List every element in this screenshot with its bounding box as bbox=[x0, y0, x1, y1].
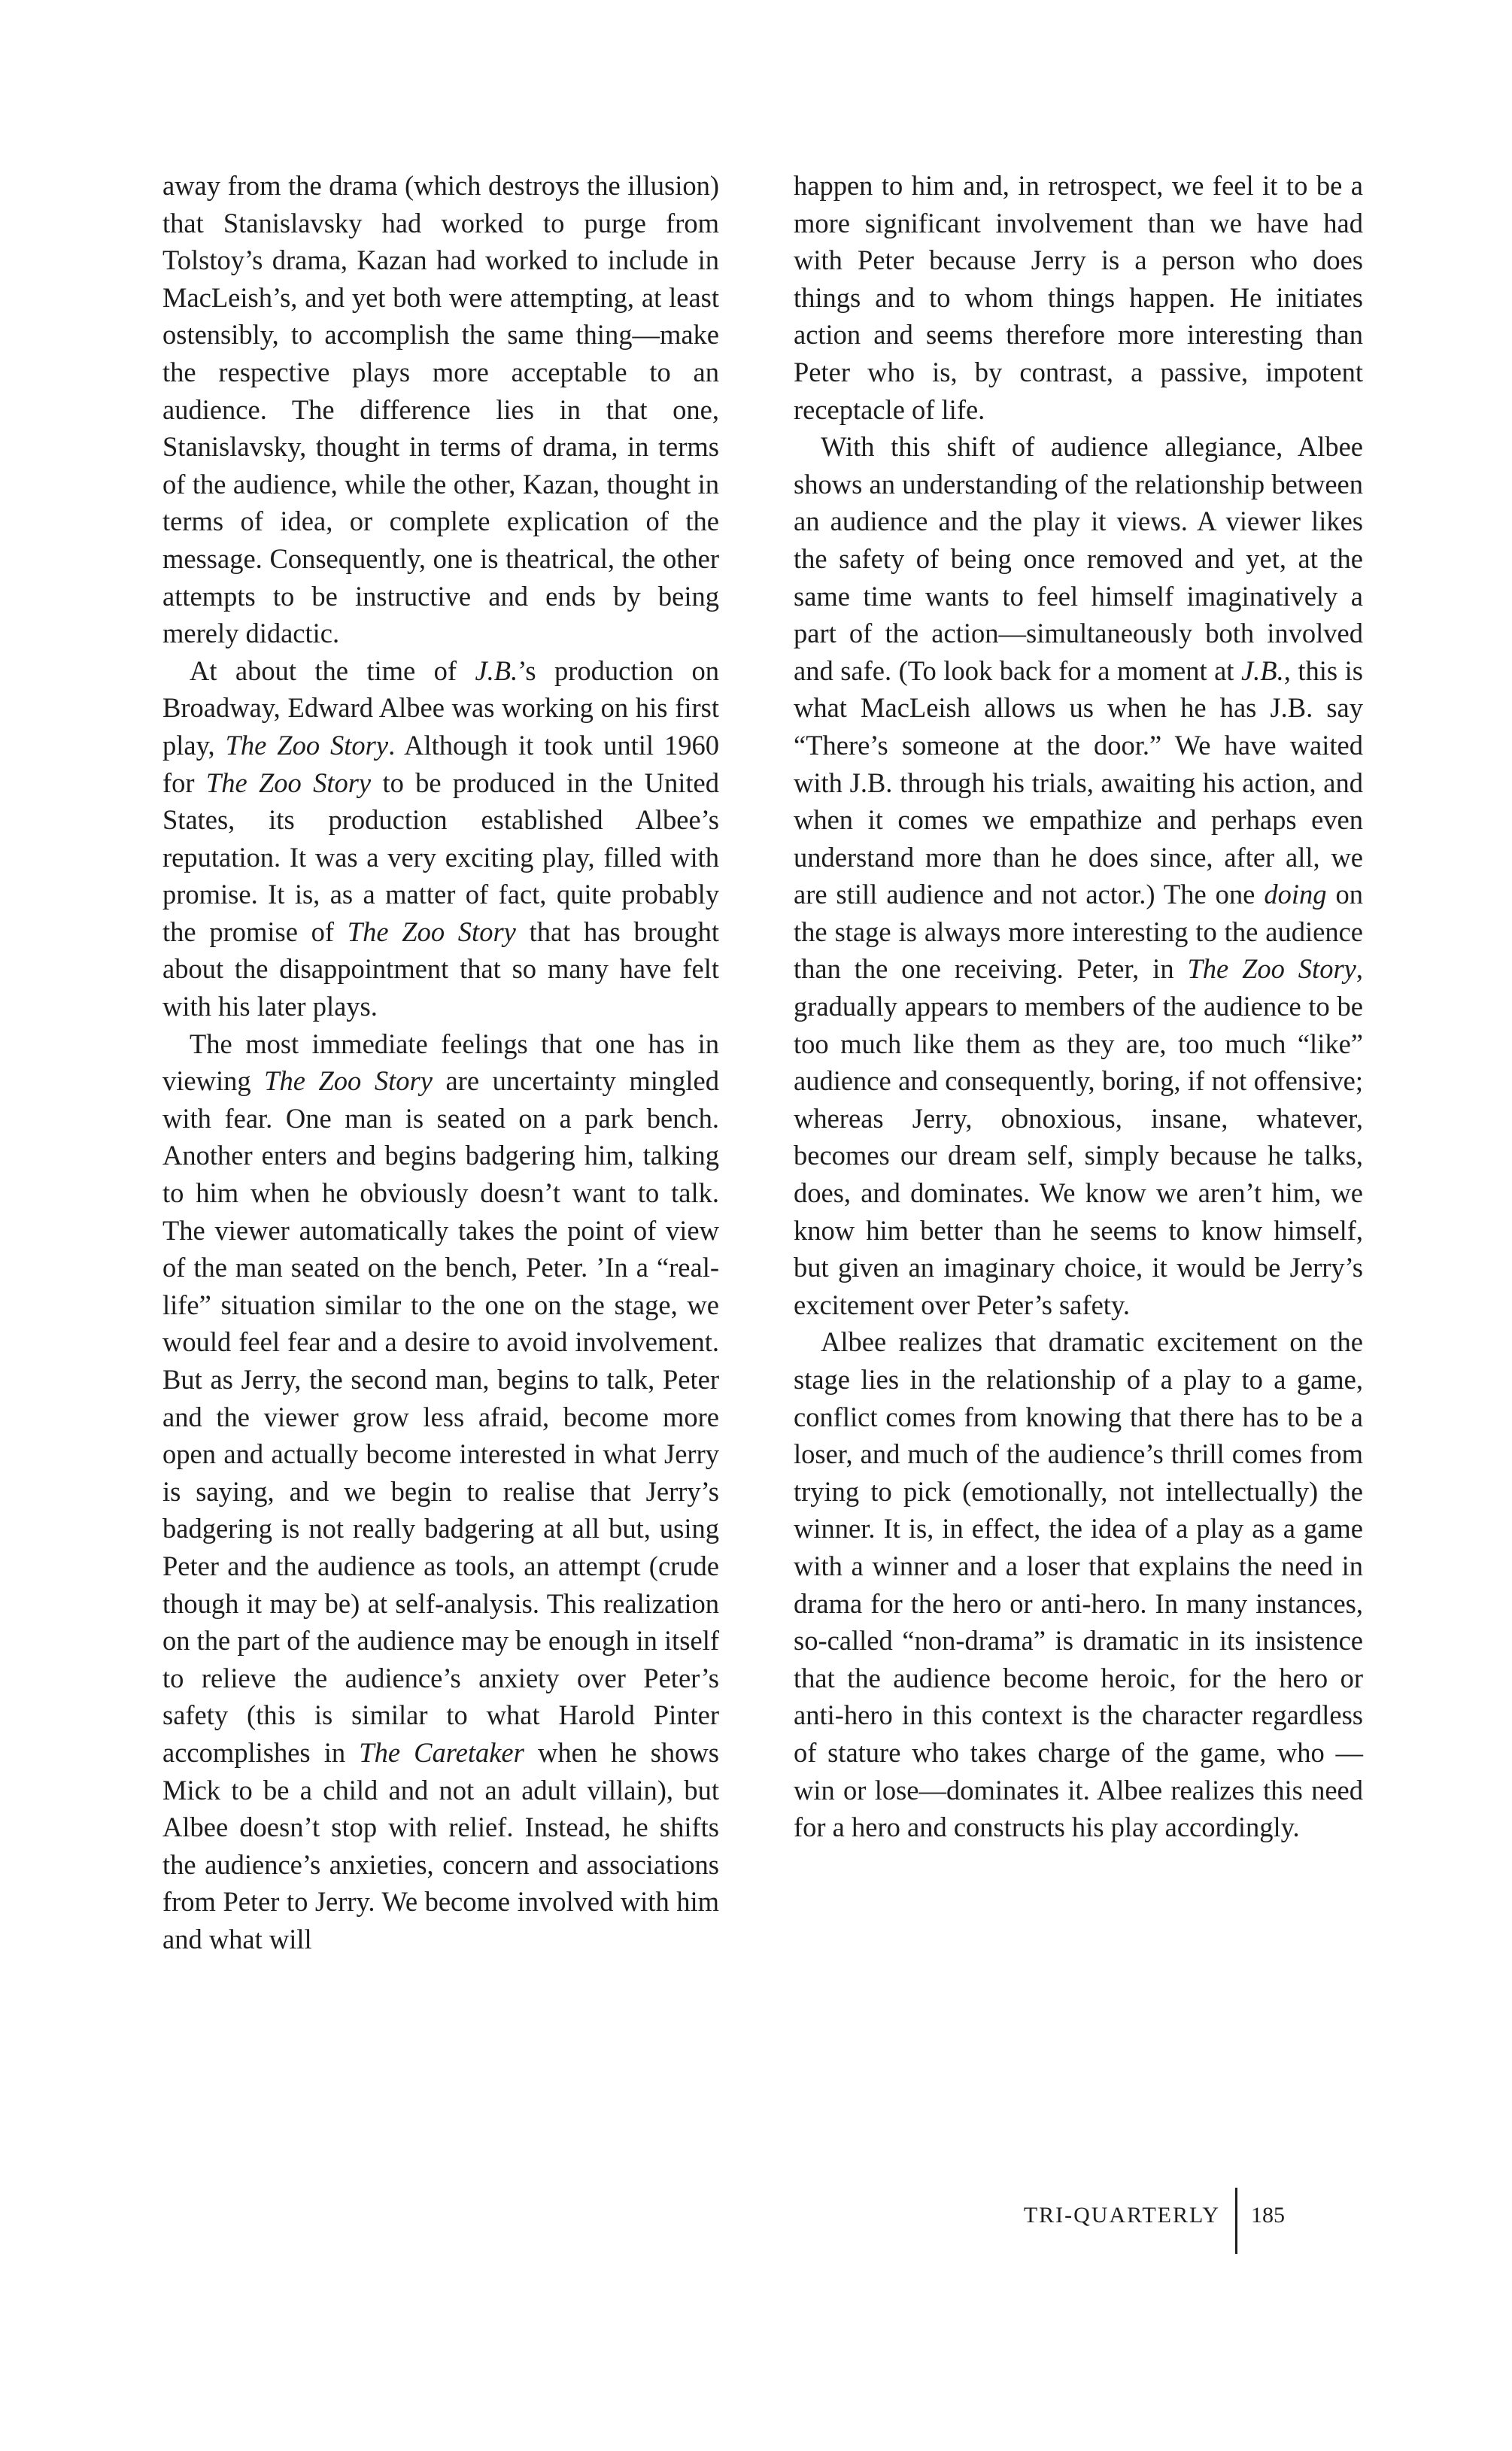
text-run: The most immediate feelings that one has in viewing bbox=[162, 1028, 719, 1097]
text-run: , this is what MacLeish allows us when he has J.B. say “There’s someone at the door.” We have waited with J.B. through his trials, awaiting his action, and when it comes we empathize and perhaps even understand more than he does since, after all, we are still audience and not actor.) The one bbox=[794, 655, 1363, 910]
left-column bbox=[162, 167, 719, 1958]
title-italic: The Zoo Story bbox=[225, 729, 389, 761]
right-column bbox=[794, 167, 1363, 1846]
text-run: to be produced in the United States, its production established Albee’s reputation. It was a very exciting play, filled with promise. It is, as a matter of fact, quite probably the promise of bbox=[162, 767, 719, 947]
text-run: when he shows Mick to be a child and not an adult villain), but Albee doesn’t stop with relief. Instead, he shifts the audience’s anxieties, concern and associations from Peter to Jerry. We become involved with him and what will bbox=[162, 1736, 719, 1954]
emphasis-italic: doing bbox=[1264, 879, 1327, 910]
left-paragraph-1: away from the drama (which destroys the illusion) that Stanislavsky had worked to purge from Tolstoy’s drama, Kazan had worked to include in MacLeish’s, and yet both were attempting, at least ostensibly, to accomplish the same thing—make the respective plays more acceptable to an audience. The difference lies in that one, Stanislavsky, thought in terms of drama, in terms of the audience, while the other, Kazan, thought in terms of idea, or complete explication of the message. Consequently, one is theatrical, the other attempts to be instructive and ends by being merely didactic. bbox=[162, 170, 719, 649]
title-italic: J.B. bbox=[475, 655, 518, 686]
text-run: are uncertainty mingled with fear. One man is seated on a park bench. Another enters and begins badgering him, talking to him when he obviously doesn’t want to talk. The viewer automatically takes the point of view of the man seated on the bench, Peter. ’In a “real-life” situation similar to the one on the stage, we would feel fear and a desire to avoid involvement. But as Jerry, the second man, begins to talk, Peter and the viewer grow less afraid, become more open and actually become interested in what Jerry is saying, and we begin to realise that Jerry’s badgering is not really badgering at all but, using Peter and the audience as tools, an attempt (crude though it may be) at self-analysis. This realization on the part of the audience may be enough in itself to relieve the audience’s anxiety over Peter’s safety (this is similar to what Harold Pinter accomplishes in bbox=[162, 1065, 719, 1768]
right-paragraph-1: happen to him and, in retrospect, we feel it to be a more significant involvement than we have had with Peter because Jerry is a person who does things and to whom things happen. He initiates action and seems therefore more interesting than Peter who is, by contrast, a passive, impotent receptacle of life. bbox=[794, 170, 1363, 425]
page-footer bbox=[0, 2188, 1512, 2255]
right-paragraph-3: Albee realizes that dramatic excitement on the stage lies in the relationship of a play to a game, conflict comes from knowing that there has to be a loser, and much of the audience’s thrill comes from trying to pick (emotionally, not intellectually) the winner. It is, in effect, the idea of a play as a game with a winner and a loser that explains the need in drama for the hero or anti-hero. In many instances, so-called “non-drama” is dramatic in its insistence that the audience become heroic, for the hero or anti-hero in this context is the character regardless of stature who takes charge of the game, who —win or lose—dominates it. Albee realizes this need for a hero and constructs his play accordingly. bbox=[794, 1326, 1363, 1843]
left-paragraph-2 bbox=[162, 652, 719, 1025]
page-number: 185 bbox=[1251, 2203, 1285, 2228]
text-run: At about the time of bbox=[190, 655, 475, 686]
title-italic: The Zoo Story bbox=[205, 767, 372, 798]
text-run: , gradually appears to members of the audience to be too much like them as they are, too much “like” audience and consequently, boring, if not offensive; whereas Jerry, obnoxious, insane, whatever, becomes our dream self, simply because he talks, does, and dominates. We know we aren’t him, we know him better than he seems to know himself, but given an imaginary choice, it would be Jerry’s excitement over Peter’s safety. bbox=[794, 953, 1363, 1320]
text-run: ’s production on Broadway, Edward Albee was working on his first play, bbox=[162, 655, 720, 761]
title-italic: The Caretaker bbox=[359, 1736, 524, 1768]
text-run: on the stage is always more interesting to the audience than the one receiving. Peter, in bbox=[794, 879, 1363, 985]
title-italic: The Zoo Story bbox=[347, 916, 516, 947]
text-run: With this shift of audience allegiance, Albee shows an understanding of the relationship between an audience and the play it views. A viewer likes the safety of being once removed and yet, at the same time wants to feel himself imaginatively a part of the action—simultaneously both involved and safe. (To look back for a moment at bbox=[794, 431, 1363, 686]
left-paragraph-3 bbox=[162, 1025, 719, 1958]
right-paragraph-2 bbox=[794, 428, 1363, 1323]
title-italic: The Zoo Story bbox=[264, 1065, 433, 1097]
text-run: . Although it took until 1960 for bbox=[162, 729, 719, 798]
running-head: TRI-QUARTERLY bbox=[1023, 2203, 1220, 2228]
title-italic: J.B. bbox=[1240, 655, 1284, 686]
text-run: that has brought about the disappointment that so many have felt with his later plays. bbox=[162, 916, 719, 1022]
title-italic: The Zoo Story bbox=[1187, 953, 1356, 985]
footer-divider bbox=[1235, 2188, 1237, 2254]
